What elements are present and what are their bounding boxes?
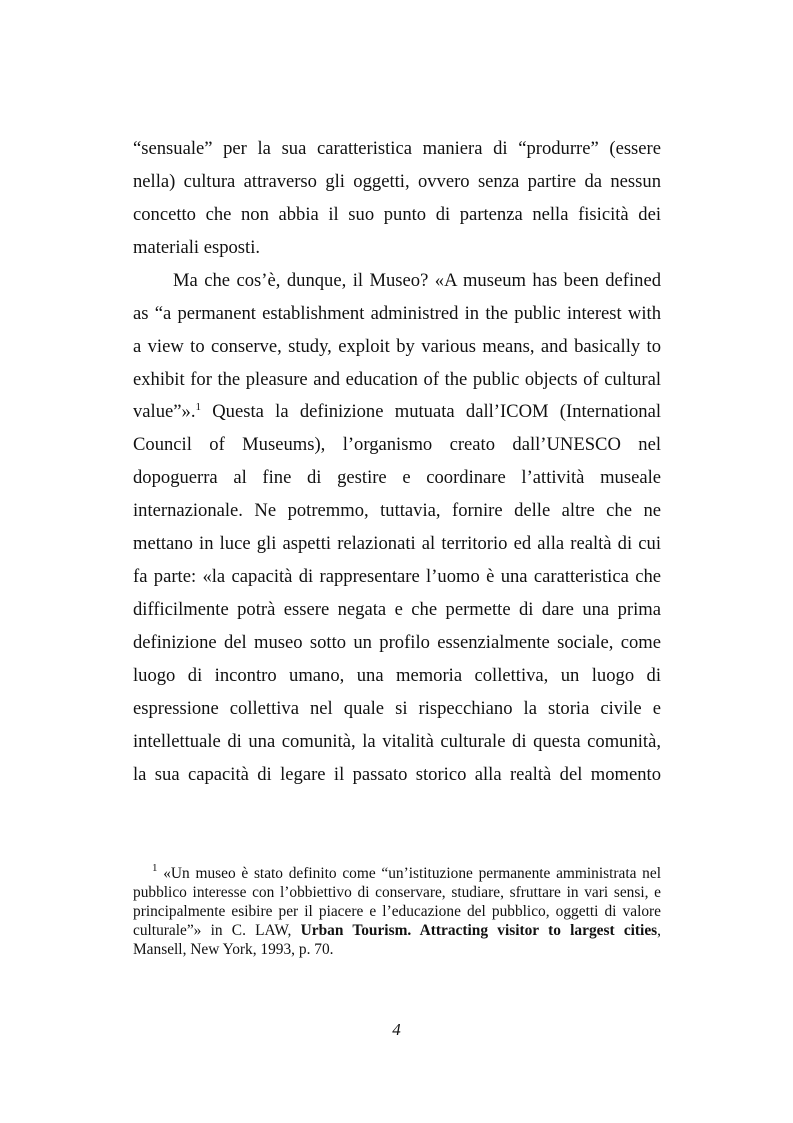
text-line: concetto che non abbia il suo punto di partenza nella fisicità dei [133, 204, 661, 225]
text-line: dopoguerra al fine di gestire e coordinare l’attività museale [133, 467, 661, 488]
text-line: espressione collettiva nel quale si rispecchiano la storia civile e [133, 698, 661, 719]
text-line: luogo di incontro umano, una memoria collettiva, un luogo di [133, 665, 661, 686]
quote-end: value”». [133, 401, 196, 422]
text-line: fa parte: «la capacità di rappresentare l’uomo è una caratteristica che [133, 566, 661, 587]
footnote-ref: 1 [195, 401, 201, 413]
text-line: nella) cultura attraverso gli oggetti, ovvero senza partire da nessun [133, 171, 661, 192]
footnote-line: principalmente esibire per il piacere e l’educazione del pubblico, oggetti di valore [133, 903, 661, 920]
text-line: intellettuale di una comunità, la vitalità culturale di questa comunità, [133, 731, 661, 752]
text-line: as “a permanent establishment administred in the public interest with [133, 303, 661, 324]
footnote-text: culturale”» in C. LAW, [133, 922, 292, 939]
text-line: internazionale. Ne potremmo, tuttavia, fornire delle altre che ne [133, 500, 661, 521]
text-line: “sensuale” per la sua caratteristica maniera di “produrre” (essere [133, 138, 661, 159]
page-number: 4 [392, 1020, 401, 1039]
book-title: Urban Tourism. Attracting visitor to largest cities [300, 922, 658, 939]
text-line: materiali esposti. [133, 237, 261, 258]
footnote-line [152, 864, 661, 883]
text-fragment: Questa la definizione mutuata dall’ICOM (International [212, 401, 661, 422]
text-line [133, 401, 661, 423]
text-line: definizione del museo sotto un profilo essenzialmente sociale, come [133, 632, 661, 653]
text-line: a view to conserve, study, exploit by various means, and basically to [133, 336, 661, 357]
footnote-text: , [657, 922, 662, 939]
footnote-number: 1 [152, 862, 158, 874]
footnote-line: pubblico interesse con l’obbiettivo di conservare, studiare, sfruttare in vari sensi, e [133, 884, 661, 901]
footnote-line [133, 921, 661, 940]
footnote-line: Mansell, New York, 1993, p. 70. [133, 941, 334, 958]
text-line: la sua capacità di legare il passato storico alla realtà del momento [133, 764, 661, 785]
text-line: difficilmente potrà essere negata e che permette di dare una prima [133, 599, 661, 620]
text-line: Council of Museums), l’organismo creato dall’UNESCO nel [133, 434, 661, 455]
text-line: Ma che cos’è, dunque, il Museo? «A museum has been defined [173, 270, 661, 291]
text-line: exhibit for the pleasure and education of the public objects of cultural [133, 369, 661, 390]
footnote-text: «Un museo è stato definito come “un’istituzione permanente amministrata nel [163, 865, 661, 882]
text-line: mettano in luce gli aspetti relazionati al territorio ed alla realtà di cui [133, 533, 661, 554]
